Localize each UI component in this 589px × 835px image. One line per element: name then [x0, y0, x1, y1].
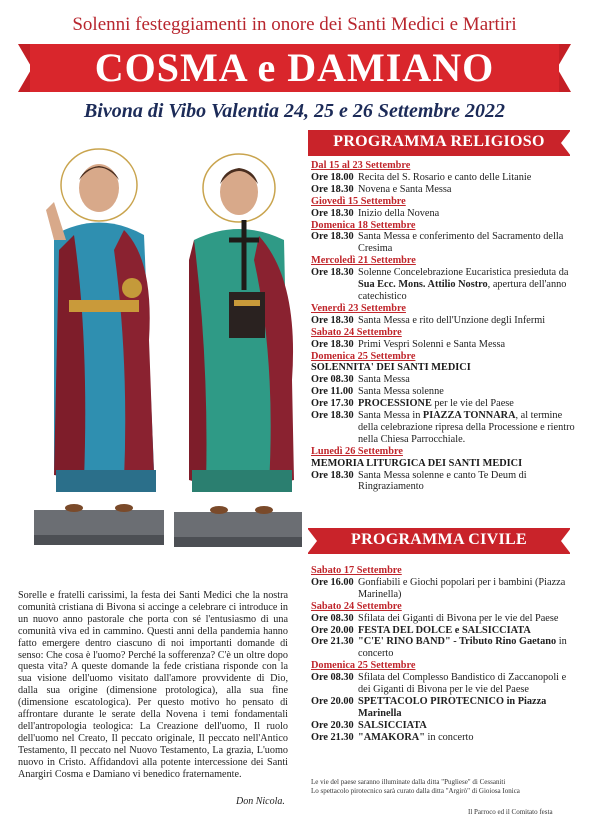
program-desc: Santa Messa e conferimento del Sacramento della Cresima	[358, 231, 564, 255]
program-row	[311, 208, 576, 220]
program-day: Mercoledì 21 Settembre	[311, 255, 416, 267]
program-day: Lunedì 26 Settembre	[311, 445, 403, 457]
program-row	[311, 386, 576, 398]
program-time: Ore 18.30	[311, 469, 354, 481]
letter-signature: Don Nicola.	[236, 796, 285, 807]
desc-part: , apertura dell'anno catechistico	[358, 279, 567, 302]
program-row	[311, 231, 576, 255]
program-desc: Santa Messa	[358, 374, 410, 386]
desc-part: in concerto	[424, 731, 474, 743]
program-desc	[358, 636, 576, 660]
footnote-line: Le vie del paese saranno illuminate dalla ditta "Pugliese" di Cessaniti	[311, 778, 506, 786]
program-time: Ore 20.30	[311, 719, 354, 731]
program-desc: FESTA DEL DOLCE e SALSICCIATA	[358, 624, 531, 636]
program-desc	[358, 267, 576, 303]
program-time: Ore 20.00	[311, 695, 354, 707]
program-time: Ore 18.30	[311, 267, 354, 279]
program-day: Sabato 24 Settembre	[311, 600, 402, 612]
program-desc: Santa Messa solenne	[358, 386, 444, 398]
program-row	[311, 636, 576, 660]
saints-statues-image	[14, 140, 304, 570]
program-desc: Novena e Santa Messa	[358, 183, 452, 195]
program-time: Ore 18.30	[311, 338, 354, 350]
program-day: Sabato 24 Settembre	[311, 326, 402, 338]
saint-damiano-figure	[174, 154, 302, 547]
program-subheading: MEMORIA LITURGICA DEI SANTI MEDICI	[311, 457, 523, 469]
saint-cosma-figure	[34, 149, 164, 545]
program-desc: SPETTACOLO PIROTECNICO in Piazza Marinella	[358, 695, 547, 719]
program-row	[311, 577, 576, 601]
program-day: Dal 15 al 23 Settembre	[311, 160, 411, 171]
program-row	[311, 315, 576, 327]
program-desc: Sfilata dei Giganti di Bivona per le vie del Paese	[358, 612, 559, 624]
program-row	[311, 267, 576, 303]
pastoral-letter: Sorelle e fratelli carissimi, la festa dei Santi Medici che la nostra comunità cristiana di Bivona si accinge a celebrare ci introduce in un nuovo anno pastorale che porta con sé l'entusiasmo di una comunità viva ed in cammino. Questi anni della pandemia hanno fatto emergere dentro ciascuno di noi importanti domande di senso: Che cosa è l'uomo? Perché la sofferenza? C'è un oltre dopo questa vita? A queste domande la fede cristiana risponde con la sua visione dell'uomo visitato dall'amore provvidente di Dio, dalla sua origine (dimensione protologica), alla sua fine (dimensione escatologica). Per questo motivo ho pensato di affrontare durante le serate della Novena i temi fondamentali dell'antropologia teologica: La Creazione dell'uomo, Il ruolo dell'uomo nel Creato, Il peccato originale, Il peccato nell'Antico Testamento, Il peccato nel Nuovo Testamento, La grazia, L'uomo nuovo in Cristo. Affidandovi alla potente intercessione dei Santi Anargiri Cosma e Damiano vi benedico fraternamente.	[18, 590, 288, 780]
program-row	[311, 625, 576, 637]
desc-part: , al termine della celebrazione ripresa della Processione e rientro nella Chiesa Parrocchiale.	[358, 410, 575, 445]
program-time: Ore 21.30	[311, 731, 354, 743]
program-row	[311, 410, 576, 446]
program-row	[311, 696, 576, 720]
program-time: Ore 20.00	[311, 624, 354, 636]
program-desc: Gonfiabili e Giochi popolari per i bambini (Piazza Marinella)	[358, 576, 566, 600]
program-row	[311, 732, 576, 744]
program-day: Domenica 18 Settembre	[311, 219, 416, 231]
religious-program-title: PROGRAMMA RELIGIOSO	[333, 133, 545, 150]
program-row	[311, 720, 576, 732]
program-day: Venerdì 23 Settembre	[311, 302, 406, 314]
civil-program-title: PROGRAMMA CIVILE	[351, 531, 527, 548]
program-time: Ore 18.30	[311, 207, 354, 219]
program-desc: Santa Messa solenne e canto Te Deum di Ringraziamento	[358, 469, 527, 493]
program-day: Domenica 25 Settembre	[311, 350, 416, 362]
main-title-banner	[18, 44, 571, 92]
program-subheading: SOLENNITA' DEI SANTI MEDICI	[311, 362, 471, 374]
organizer-credit: Il Parroco ed il Comitato festa	[468, 808, 553, 816]
religious-program-list	[311, 160, 576, 493]
procession-label: PROCESSIONE	[358, 398, 432, 410]
program-time: Ore 11.00	[311, 386, 354, 398]
program-desc: Inizio della Novena	[358, 207, 440, 219]
program-time: Ore 16.00	[311, 576, 354, 588]
program-row	[311, 172, 576, 184]
program-time: Ore 18.30	[311, 183, 354, 195]
program-row	[311, 672, 576, 696]
desc-part: Solenne Concelebrazione Eucaristica presieduta da	[358, 267, 569, 279]
desc-part: Santa Messa in	[358, 410, 423, 422]
program-time: Ore 08.30	[311, 672, 354, 684]
desc-part: in concerto	[358, 636, 567, 660]
program-row	[311, 374, 576, 386]
program-time: Ore 18.30	[311, 314, 354, 326]
program-desc: Santa Messa e rito dell'Unzione degli Infermi	[358, 314, 546, 326]
program-desc: Recita del S. Rosario e canto delle Litanie	[358, 171, 532, 183]
religious-program-heading	[308, 130, 570, 156]
program-time: Ore 17.30	[311, 398, 354, 410]
program-row	[311, 470, 576, 494]
event-dates-subtitle: Bivona di Vibo Valentia 24, 25 e 26 Settembre 2022	[83, 100, 506, 122]
band-name: "C'E' RINO BAND" - Tributo Rino Gaetano	[358, 636, 557, 648]
program-row	[311, 613, 576, 625]
program-time: Ore 08.30	[311, 374, 354, 386]
program-time: Ore 18.00	[311, 171, 354, 183]
program-time: Ore 18.30	[311, 231, 354, 243]
program-desc: SALSICCIATA	[358, 719, 427, 731]
program-day: Sabato 17 Settembre	[311, 565, 402, 576]
civil-program-heading	[308, 528, 570, 554]
sponsor-footnotes	[311, 778, 576, 796]
program-day: Giovedì 15 Settembre	[311, 195, 406, 207]
program-desc	[358, 732, 576, 744]
program-desc: Primi Vespri Solenni e Santa Messa	[358, 338, 506, 350]
program-row	[311, 398, 576, 410]
piazza-label: PIAZZA TONNARA	[422, 410, 516, 422]
program-desc	[358, 410, 576, 446]
program-day: Domenica 25 Settembre	[311, 660, 416, 672]
footnote-line: Lo spettacolo pirotecnico sarà curato dalla ditta "Argirò" di Gioiosa Ionica	[311, 787, 520, 795]
program-row	[311, 184, 576, 196]
program-time: Ore 18.30	[311, 410, 354, 422]
main-title: COSMA e DAMIANO	[94, 45, 495, 90]
program-desc: Sfilata del Complesso Bandistico di Zaccanopoli e dei Giganti di Bivona per le vie del Paese	[358, 672, 567, 696]
program-row	[311, 339, 576, 351]
bishop-name: Sua Ecc. Mons. Attilio Nostro	[358, 279, 488, 291]
festival-top-title: Solenni festeggiamenti in onore dei Santi Medici e Martiri	[72, 14, 517, 35]
desc-part: per le vie del Paese	[431, 398, 514, 410]
program-desc	[358, 398, 576, 410]
civil-program-list	[311, 565, 576, 744]
band-name: "AMAKORA"	[358, 731, 425, 743]
program-time: Ore 08.30	[311, 612, 354, 624]
program-time: Ore 21.30	[311, 636, 354, 648]
